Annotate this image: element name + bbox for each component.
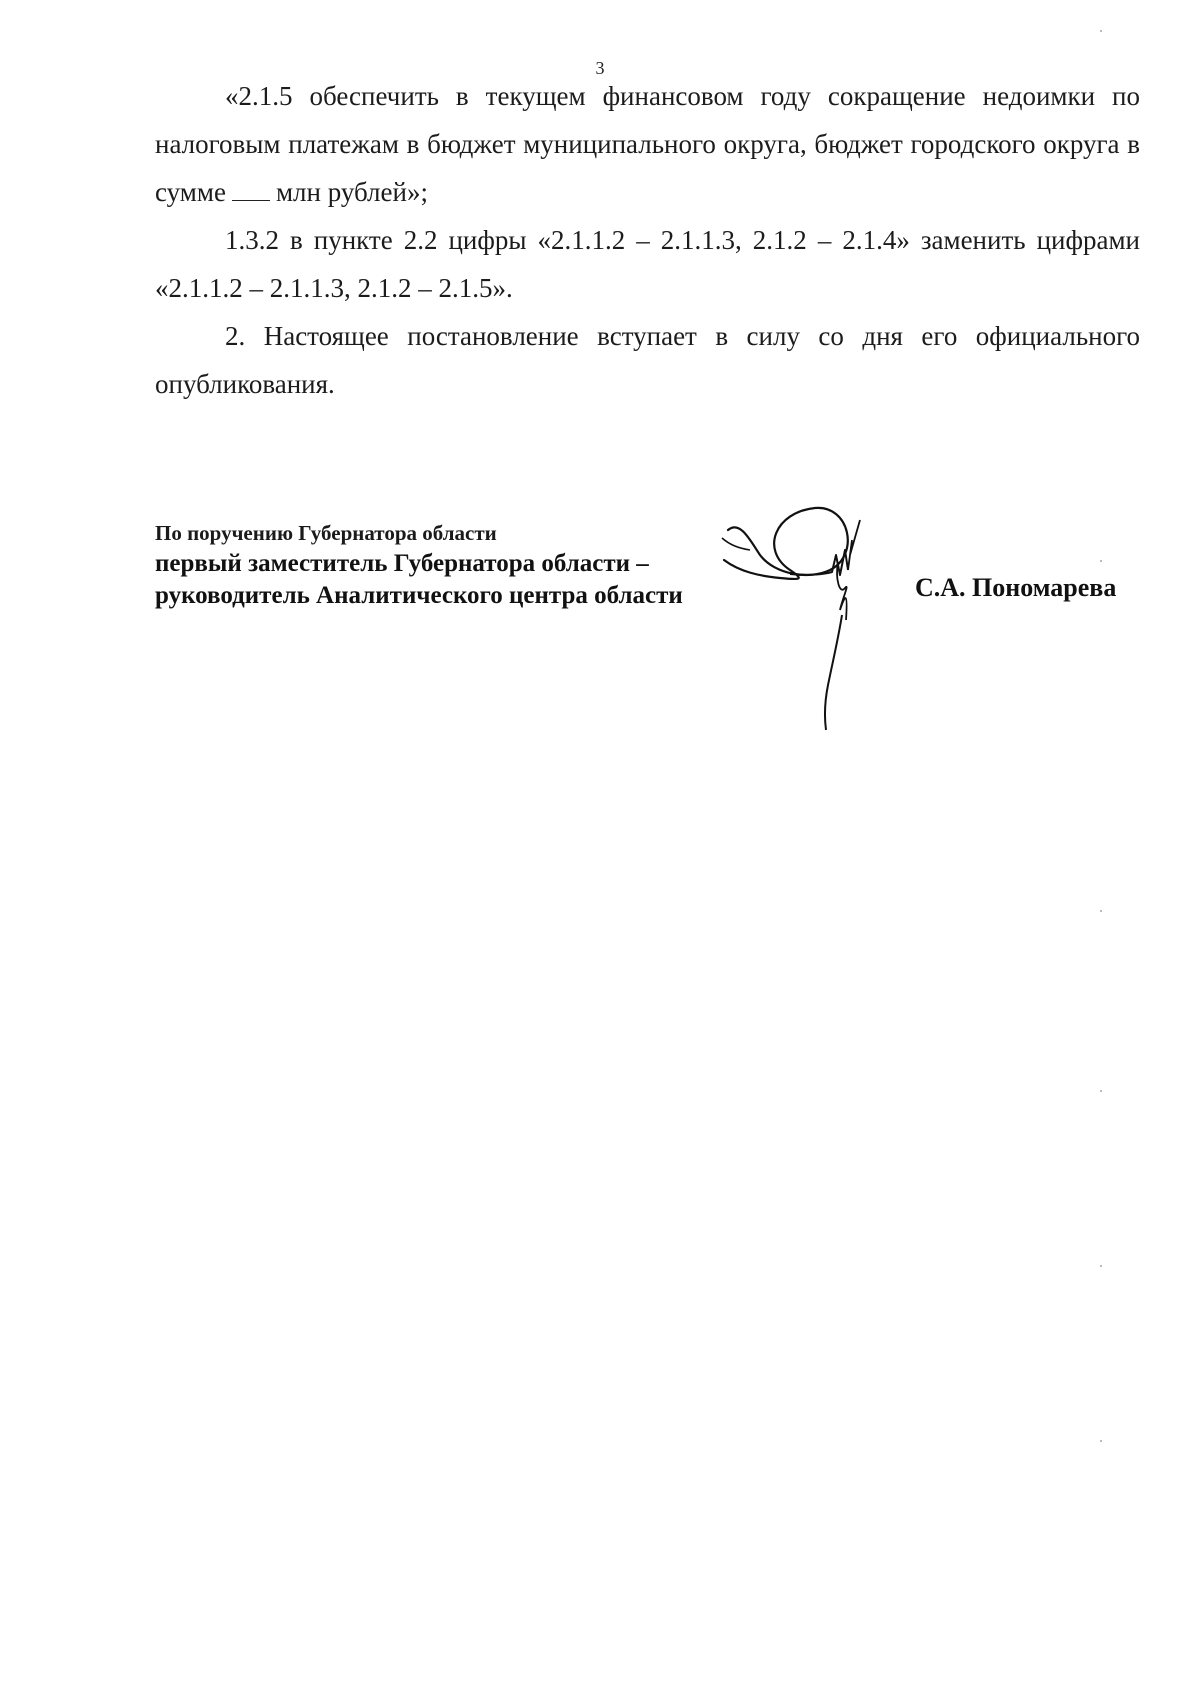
scan-artifact xyxy=(1100,560,1102,562)
paragraph-2-1-5-unit: млн рублей»; xyxy=(275,177,428,207)
paragraph-1-3-2: 1.3.2 в пункте 2.2 цифры «2.1.1.2 – 2.1.1.3, 2.1.2 – 2.1.4» заменить цифрами «2.1.1.2 – 2.1.1.3, 2.1.2 – 2.1.5». xyxy=(155,225,1140,303)
amount-blank xyxy=(232,176,270,201)
paragraph-2: 2. Настоящее постановление вступает в силу со дня его официального опубликования. xyxy=(155,321,1140,399)
handwritten-signature xyxy=(720,500,920,750)
signer-name: С.А. Пономарева xyxy=(915,573,1117,602)
signatory-position-line-2: руководитель Аналитического центра области xyxy=(155,582,683,609)
document-body xyxy=(155,72,1140,408)
paragraph-2-1-5-text: «2.1.5 обеспечить в текущем финансовом году сокращение недоимки по налоговым платежам в бюджет муниципального округа, бюджет городского округа в сумме xyxy=(155,81,1140,207)
scan-artifact xyxy=(1100,30,1102,32)
scan-artifact xyxy=(1100,1440,1102,1442)
scan-artifact xyxy=(1100,1265,1102,1267)
signatory-position-line-1: первый заместитель Губернатора области – xyxy=(155,550,649,577)
signature-authority-line: По поручению Губернатора области xyxy=(155,521,497,545)
scan-artifact xyxy=(1100,910,1102,912)
page-number: 3 xyxy=(595,58,605,78)
paragraph-2-1-5 xyxy=(155,72,1140,216)
scan-artifact xyxy=(1100,1090,1102,1092)
